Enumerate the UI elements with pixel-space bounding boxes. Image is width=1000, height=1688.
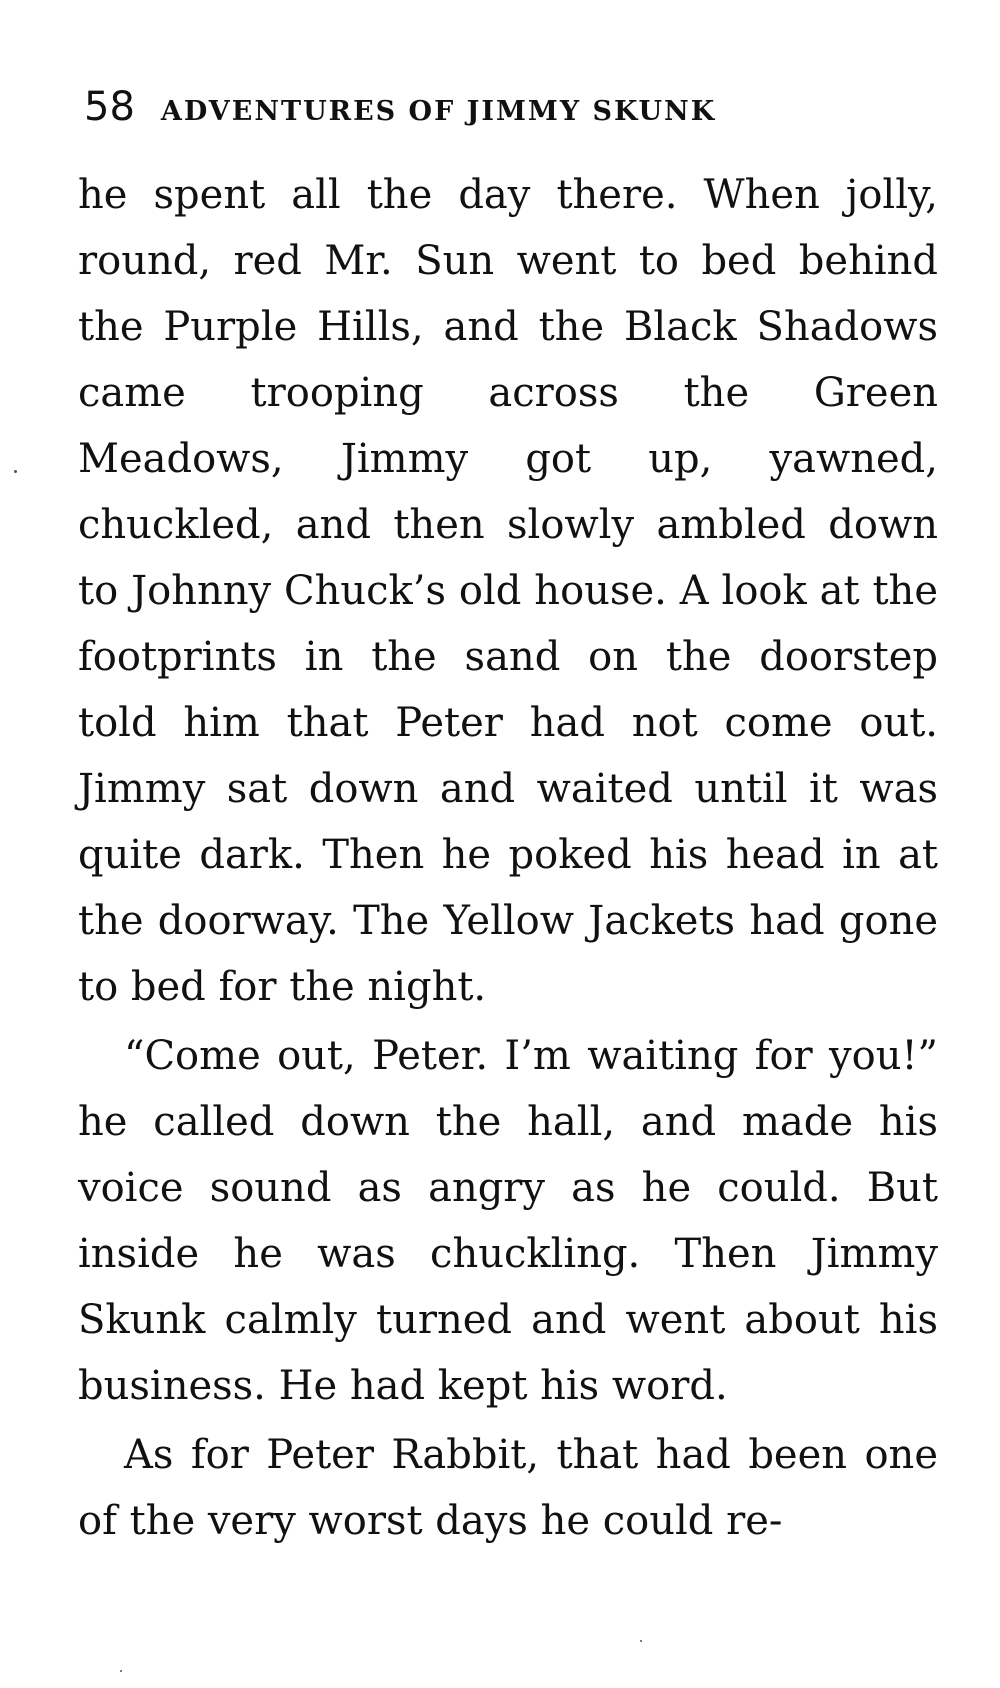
- paragraph-closing: As for Peter Rabbit, that had been one of the very worst days he could re-: [78, 1432, 938, 1544]
- scan-speck: [120, 1670, 122, 1672]
- page-header: [84, 84, 904, 134]
- scan-speck: [640, 1640, 642, 1642]
- paragraph-continued: he spent all the day there. When jolly, round, red Mr. Sun went to bed behind the Purple Hills, and the Black Shadows came trooping across the Green Meadows, Jimmy got up, yawned, chuckled, and then slowly ambled down to Johnny Chuck’s old house. A look at the footprints in the sand on the doorstep told him that Peter had not come out. Jimmy sat down and waited until it was quite dark. Then he poked his head in at the doorway. The Yellow Jackets had gone to bed for the night.: [78, 172, 938, 1010]
- scan-speck: [14, 470, 17, 473]
- running-title: ADVENTURES OF JIMMY SKUNK: [160, 96, 717, 127]
- body-text: [78, 162, 938, 1554]
- page-number: 58: [84, 84, 135, 130]
- paragraph-dialogue: “Come out, Peter. I’m waiting for you!” he called down the hall, and made his voice sound as angry as he could. But inside he was chuckling. Then Jimmy Skunk calmly turned and went about his business. He had kept his word.: [78, 1033, 938, 1409]
